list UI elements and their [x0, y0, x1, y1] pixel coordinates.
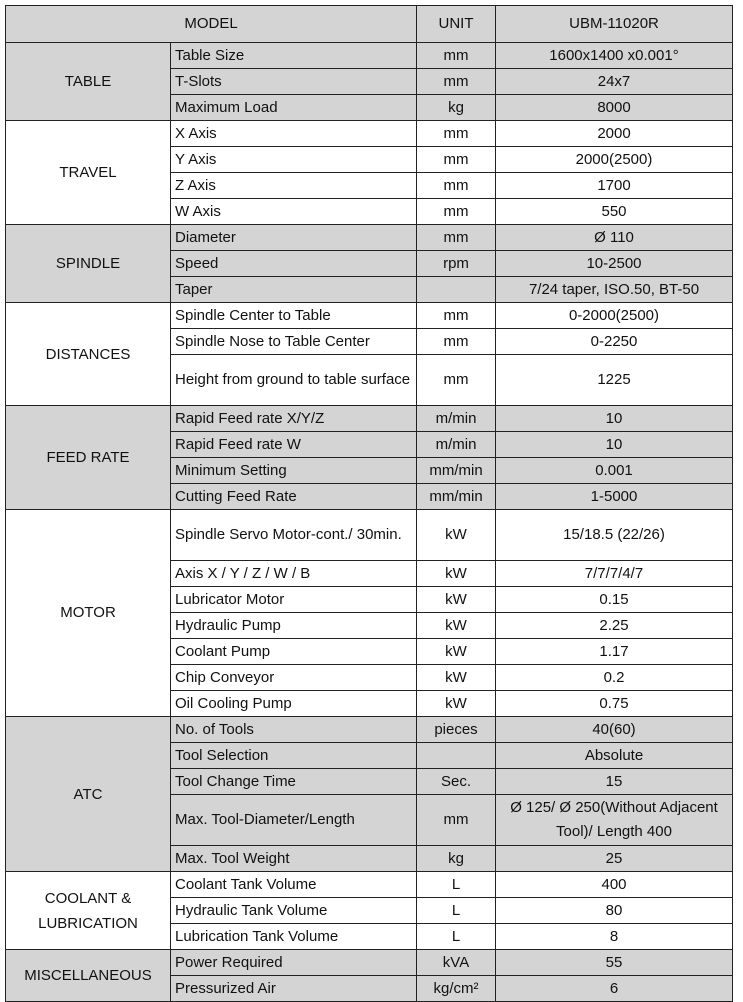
spec-unit: kVA	[417, 950, 496, 976]
header-unit: UNIT	[417, 6, 496, 43]
spec-row	[6, 43, 733, 69]
spec-row	[6, 950, 733, 976]
section-label: ATC	[6, 717, 171, 872]
spec-item: Pressurized Air	[171, 976, 417, 1002]
spec-item: Taper	[171, 277, 417, 303]
spec-unit: rpm	[417, 251, 496, 277]
spec-unit: kW	[417, 561, 496, 587]
spec-value: 24x7	[496, 69, 733, 95]
spec-item: No. of Tools	[171, 717, 417, 743]
spec-value: 1225	[496, 355, 733, 406]
spec-item: Lubrication Tank Volume	[171, 924, 417, 950]
spec-value: 2000(2500)	[496, 147, 733, 173]
spec-value: 0.2	[496, 665, 733, 691]
section-label: MOTOR	[6, 510, 171, 717]
spec-unit	[417, 277, 496, 303]
spec-row	[6, 225, 733, 251]
spec-item: Max. Tool-Diameter/Length	[171, 795, 417, 846]
spec-unit: mm	[417, 199, 496, 225]
spec-value: 10-2500	[496, 251, 733, 277]
spec-body	[6, 43, 733, 1002]
spec-value: 1-5000	[496, 484, 733, 510]
spec-item: Chip Conveyor	[171, 665, 417, 691]
spec-value: Ø 110	[496, 225, 733, 251]
spec-value: 7/24 taper, ISO.50, BT-50	[496, 277, 733, 303]
header-machine: UBM-11020R	[496, 6, 733, 43]
section-label: FEED RATE	[6, 406, 171, 510]
spec-unit: kg/cm²	[417, 976, 496, 1002]
spec-item: Coolant Tank Volume	[171, 872, 417, 898]
spec-unit: mm	[417, 121, 496, 147]
header-row	[6, 6, 733, 43]
spec-item: Lubricator Motor	[171, 587, 417, 613]
spec-value: 10	[496, 432, 733, 458]
section-label: SPINDLE	[6, 225, 171, 303]
spec-row	[6, 510, 733, 561]
spec-item: Power Required	[171, 950, 417, 976]
spec-unit: kW	[417, 639, 496, 665]
spec-row	[6, 406, 733, 432]
spec-table	[5, 5, 733, 1002]
spec-value: 8	[496, 924, 733, 950]
header-model: MODEL	[6, 6, 417, 43]
spec-item: Table Size	[171, 43, 417, 69]
spec-unit: m/min	[417, 406, 496, 432]
spec-unit: kW	[417, 665, 496, 691]
spec-item: W Axis	[171, 199, 417, 225]
spec-unit: mm	[417, 173, 496, 199]
spec-unit: L	[417, 924, 496, 950]
section-label: TRAVEL	[6, 121, 171, 225]
spec-item: Cutting Feed Rate	[171, 484, 417, 510]
spec-item: Spindle Center to Table	[171, 303, 417, 329]
spec-unit: kW	[417, 510, 496, 561]
section-label: MISCELLANEOUS	[6, 950, 171, 1002]
spec-unit	[417, 743, 496, 769]
spec-row	[6, 121, 733, 147]
spec-item: Rapid Feed rate W	[171, 432, 417, 458]
spec-unit: pieces	[417, 717, 496, 743]
spec-value: 25	[496, 846, 733, 872]
spec-item: Coolant Pump	[171, 639, 417, 665]
spec-item: Hydraulic Pump	[171, 613, 417, 639]
spec-unit: mm/min	[417, 484, 496, 510]
spec-item: Hydraulic Tank Volume	[171, 898, 417, 924]
spec-item: Height from ground to table surface	[171, 355, 417, 406]
spec-item: Tool Change Time	[171, 769, 417, 795]
spec-value: 6	[496, 976, 733, 1002]
spec-unit: mm	[417, 147, 496, 173]
spec-item: Tool Selection	[171, 743, 417, 769]
spec-unit: kW	[417, 613, 496, 639]
spec-unit: Sec.	[417, 769, 496, 795]
spec-unit: mm/min	[417, 458, 496, 484]
spec-unit: L	[417, 872, 496, 898]
spec-item: X Axis	[171, 121, 417, 147]
spec-value: 15	[496, 769, 733, 795]
spec-item: Axis X / Y / Z / W / B	[171, 561, 417, 587]
spec-item: Speed	[171, 251, 417, 277]
spec-unit: mm	[417, 795, 496, 846]
spec-unit: kg	[417, 95, 496, 121]
spec-value: 1700	[496, 173, 733, 199]
spec-item: Oil Cooling Pump	[171, 691, 417, 717]
spec-value: 80	[496, 898, 733, 924]
spec-value: 55	[496, 950, 733, 976]
spec-value: 0.15	[496, 587, 733, 613]
section-label: TABLE	[6, 43, 171, 121]
spec-unit: mm	[417, 303, 496, 329]
spec-value: Absolute	[496, 743, 733, 769]
spec-value: 0-2000(2500)	[496, 303, 733, 329]
spec-value: 7/7/7/4/7	[496, 561, 733, 587]
spec-value: 0.001	[496, 458, 733, 484]
spec-unit: kW	[417, 587, 496, 613]
spec-item: Spindle Servo Motor-cont./ 30min.	[171, 510, 417, 561]
spec-value: Ø 125/ Ø 250(Without Adjacent Tool)/ Length 400	[496, 795, 733, 846]
spec-row	[6, 717, 733, 743]
spec-unit: mm	[417, 225, 496, 251]
spec-item: Spindle Nose to Table Center	[171, 329, 417, 355]
spec-item: Rapid Feed rate X/Y/Z	[171, 406, 417, 432]
spec-unit: mm	[417, 355, 496, 406]
spec-value: 1600x1400 x0.001°	[496, 43, 733, 69]
spec-value: 400	[496, 872, 733, 898]
spec-item: Maximum Load	[171, 95, 417, 121]
spec-item: Y Axis	[171, 147, 417, 173]
spec-value: 1.17	[496, 639, 733, 665]
spec-value: 15/18.5 (22/26)	[496, 510, 733, 561]
spec-item: Minimum Setting	[171, 458, 417, 484]
spec-item: T-Slots	[171, 69, 417, 95]
spec-unit: L	[417, 898, 496, 924]
section-label: COOLANT & LUBRICATION	[6, 872, 171, 950]
spec-unit: mm	[417, 43, 496, 69]
spec-item: Max. Tool Weight	[171, 846, 417, 872]
spec-unit: mm	[417, 329, 496, 355]
spec-unit: kg	[417, 846, 496, 872]
spec-item: Z Axis	[171, 173, 417, 199]
spec-value: 2.25	[496, 613, 733, 639]
spec-value: 10	[496, 406, 733, 432]
section-label: DISTANCES	[6, 303, 171, 406]
spec-table-container	[5, 5, 733, 1002]
spec-value: 0-2250	[496, 329, 733, 355]
spec-row	[6, 303, 733, 329]
spec-item: Diameter	[171, 225, 417, 251]
spec-value: 40(60)	[496, 717, 733, 743]
spec-unit: kW	[417, 691, 496, 717]
spec-value: 550	[496, 199, 733, 225]
spec-row	[6, 872, 733, 898]
spec-value: 2000	[496, 121, 733, 147]
spec-unit: mm	[417, 69, 496, 95]
spec-value: 0.75	[496, 691, 733, 717]
spec-value: 8000	[496, 95, 733, 121]
spec-unit: m/min	[417, 432, 496, 458]
